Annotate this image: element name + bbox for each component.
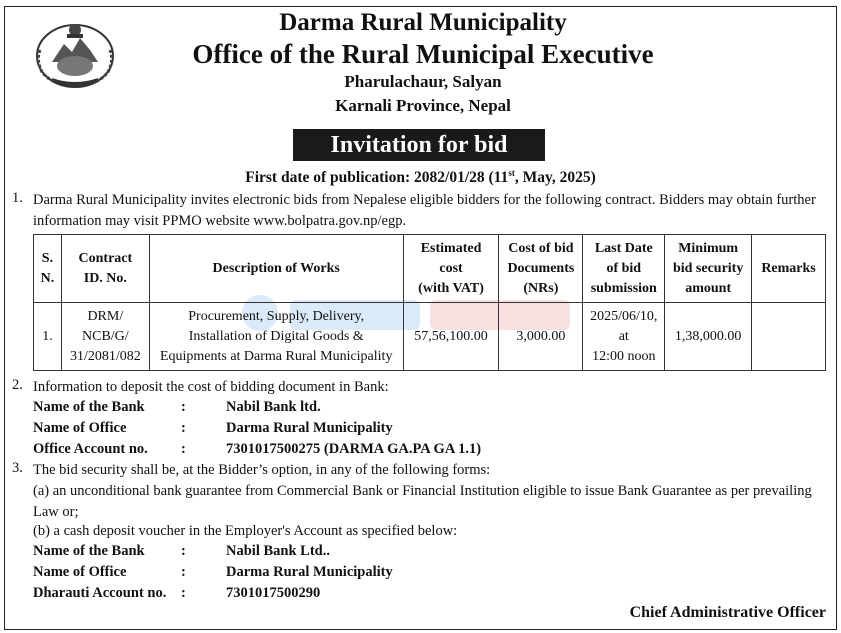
- col-contract-header: [61, 235, 149, 303]
- colon: :: [181, 585, 186, 601]
- colon: :: [181, 543, 186, 559]
- section-2-bank-row: [33, 397, 321, 418]
- office-name: Office of the Rural Municipal Executive: [192, 39, 654, 69]
- account-label: Office Account no.: [33, 441, 148, 457]
- header-line: Documents: [507, 260, 575, 276]
- header-line: Minimum: [678, 240, 739, 256]
- cell-line: 2025/06/10,: [590, 308, 658, 324]
- colon: :: [181, 564, 186, 580]
- col-description-header: [149, 235, 403, 303]
- header-line: bid security: [672, 260, 744, 276]
- header-line: (with VAT): [418, 280, 484, 296]
- cell-line: DRM/: [87, 308, 124, 324]
- publication-date: [0, 168, 841, 187]
- account-label: Dharauti Account no.: [33, 585, 167, 601]
- section-3-option-b: (b) a cash deposit voucher in the Employer's Account as specified below:: [33, 523, 458, 539]
- office-value: Darma Rural Municipality: [226, 564, 393, 580]
- signoff: Chief Administrative Officer: [629, 604, 826, 621]
- section-2-office-row: [33, 418, 393, 439]
- publication-date-prefix: First date of publication: 2082/01/28 (11: [245, 169, 509, 187]
- header-line: N.: [40, 270, 55, 286]
- account-value: 7301017500290: [226, 585, 321, 601]
- table-header-row: [34, 235, 826, 303]
- bank-label: Name of the Bank: [33, 543, 145, 559]
- header: [0, 8, 841, 118]
- address-line-2: Karnali Province, Nepal: [335, 96, 511, 115]
- header-line: ID. No.: [83, 270, 127, 286]
- option-a-line-2: Law or;: [33, 503, 79, 520]
- cell-line: Procurement, Supply, Delivery,: [188, 308, 365, 324]
- table-row: [34, 303, 826, 371]
- header-line: Description of Works: [212, 260, 340, 276]
- section-2-account-row: [33, 439, 481, 460]
- cell-remarks: [752, 303, 826, 371]
- cell-last-date: [583, 303, 665, 371]
- header-line: (NRs): [523, 280, 559, 296]
- cell-line: 12:00 noon: [592, 348, 656, 364]
- section-3-intro: The bid security shall be, at the Bidder’s option, in any of the following forms:: [33, 462, 491, 478]
- header-line: Last Date: [594, 240, 653, 256]
- col-doc-cost-header: [499, 235, 583, 303]
- header-line: cost: [439, 260, 463, 276]
- section-2-number: 2.: [12, 377, 23, 393]
- address-line-1: Pharulachaur, Salyan: [344, 72, 502, 91]
- notice-title: Invitation for bid: [293, 129, 545, 161]
- section-3-bank-row: [33, 541, 330, 562]
- cell-line: Installation of Digital Goods &: [188, 328, 364, 344]
- section-1-line-1: Darma Rural Municipality invites electronic bids from Nepalese eligible bidders for the following contract. Bidders may obtain further: [33, 192, 816, 208]
- colon: :: [181, 420, 186, 436]
- cell-sn: 1.: [34, 303, 62, 371]
- section-3-option-a: [33, 481, 833, 522]
- cell-contract: [61, 303, 149, 371]
- section-3-number: 3.: [12, 460, 23, 476]
- col-security-header: [665, 235, 752, 303]
- col-last-date-header: [583, 235, 665, 303]
- header-line: Remarks: [761, 260, 816, 276]
- header-line: submission: [590, 280, 657, 296]
- header-line: Estimated: [420, 240, 482, 256]
- account-value: 7301017500275 (DARMA GA.PA GA 1.1): [226, 441, 482, 457]
- col-cost-header: [403, 235, 499, 303]
- office-label: Name of Office: [33, 420, 127, 436]
- bank-label: Name of the Bank: [33, 399, 145, 415]
- header-line: of bid: [606, 260, 642, 276]
- colon: :: [181, 399, 186, 415]
- section-1-text: [33, 190, 833, 231]
- cell-doc-cost: 3,000.00: [499, 303, 583, 371]
- cell-description: [149, 303, 403, 371]
- col-sn-header: [34, 235, 62, 303]
- cell-line: Equipments at Darma Rural Municipality: [159, 348, 393, 364]
- office-value: Darma Rural Municipality: [226, 420, 393, 436]
- section-1-line-2: information may visit PPMO website www.bolpatra.gov.np/egp.: [33, 212, 407, 229]
- cell-security: 1,38,000.00: [665, 303, 752, 371]
- publication-date-suffix: , May, 2025): [514, 169, 596, 187]
- header-line: Contract: [78, 250, 133, 266]
- office-label: Name of Office: [33, 564, 127, 580]
- header-line: S.: [41, 250, 54, 266]
- cell-line: at: [618, 328, 629, 344]
- cell-line: 31/2081/082: [69, 348, 141, 364]
- header-line: Cost of bid: [508, 240, 574, 256]
- cell-line: NCB/G/: [82, 328, 129, 344]
- bank-value: Nabil Bank ltd.: [226, 399, 321, 415]
- section-3-office-row: [33, 562, 393, 583]
- bank-value: Nabil Bank Ltd..: [226, 543, 330, 559]
- section-1-number: 1.: [12, 190, 23, 206]
- section-2-intro: Information to deposit the cost of bidding document in Bank:: [33, 379, 389, 395]
- section-3-account-row: [33, 583, 320, 604]
- option-a-line-1: (a) an unconditional bank guarantee from Commercial Bank or Financial Institution eligible to issue Bank Guarantee as per prevailing: [33, 483, 812, 499]
- colon: :: [181, 441, 186, 457]
- bid-table: [33, 234, 826, 371]
- organization-name: Darma Rural Municipality: [279, 9, 567, 36]
- publication-date-sup: st: [508, 168, 515, 178]
- cell-cost: 57,56,100.00: [403, 303, 499, 371]
- col-remarks-header: [752, 235, 826, 303]
- header-line: amount: [685, 280, 732, 296]
